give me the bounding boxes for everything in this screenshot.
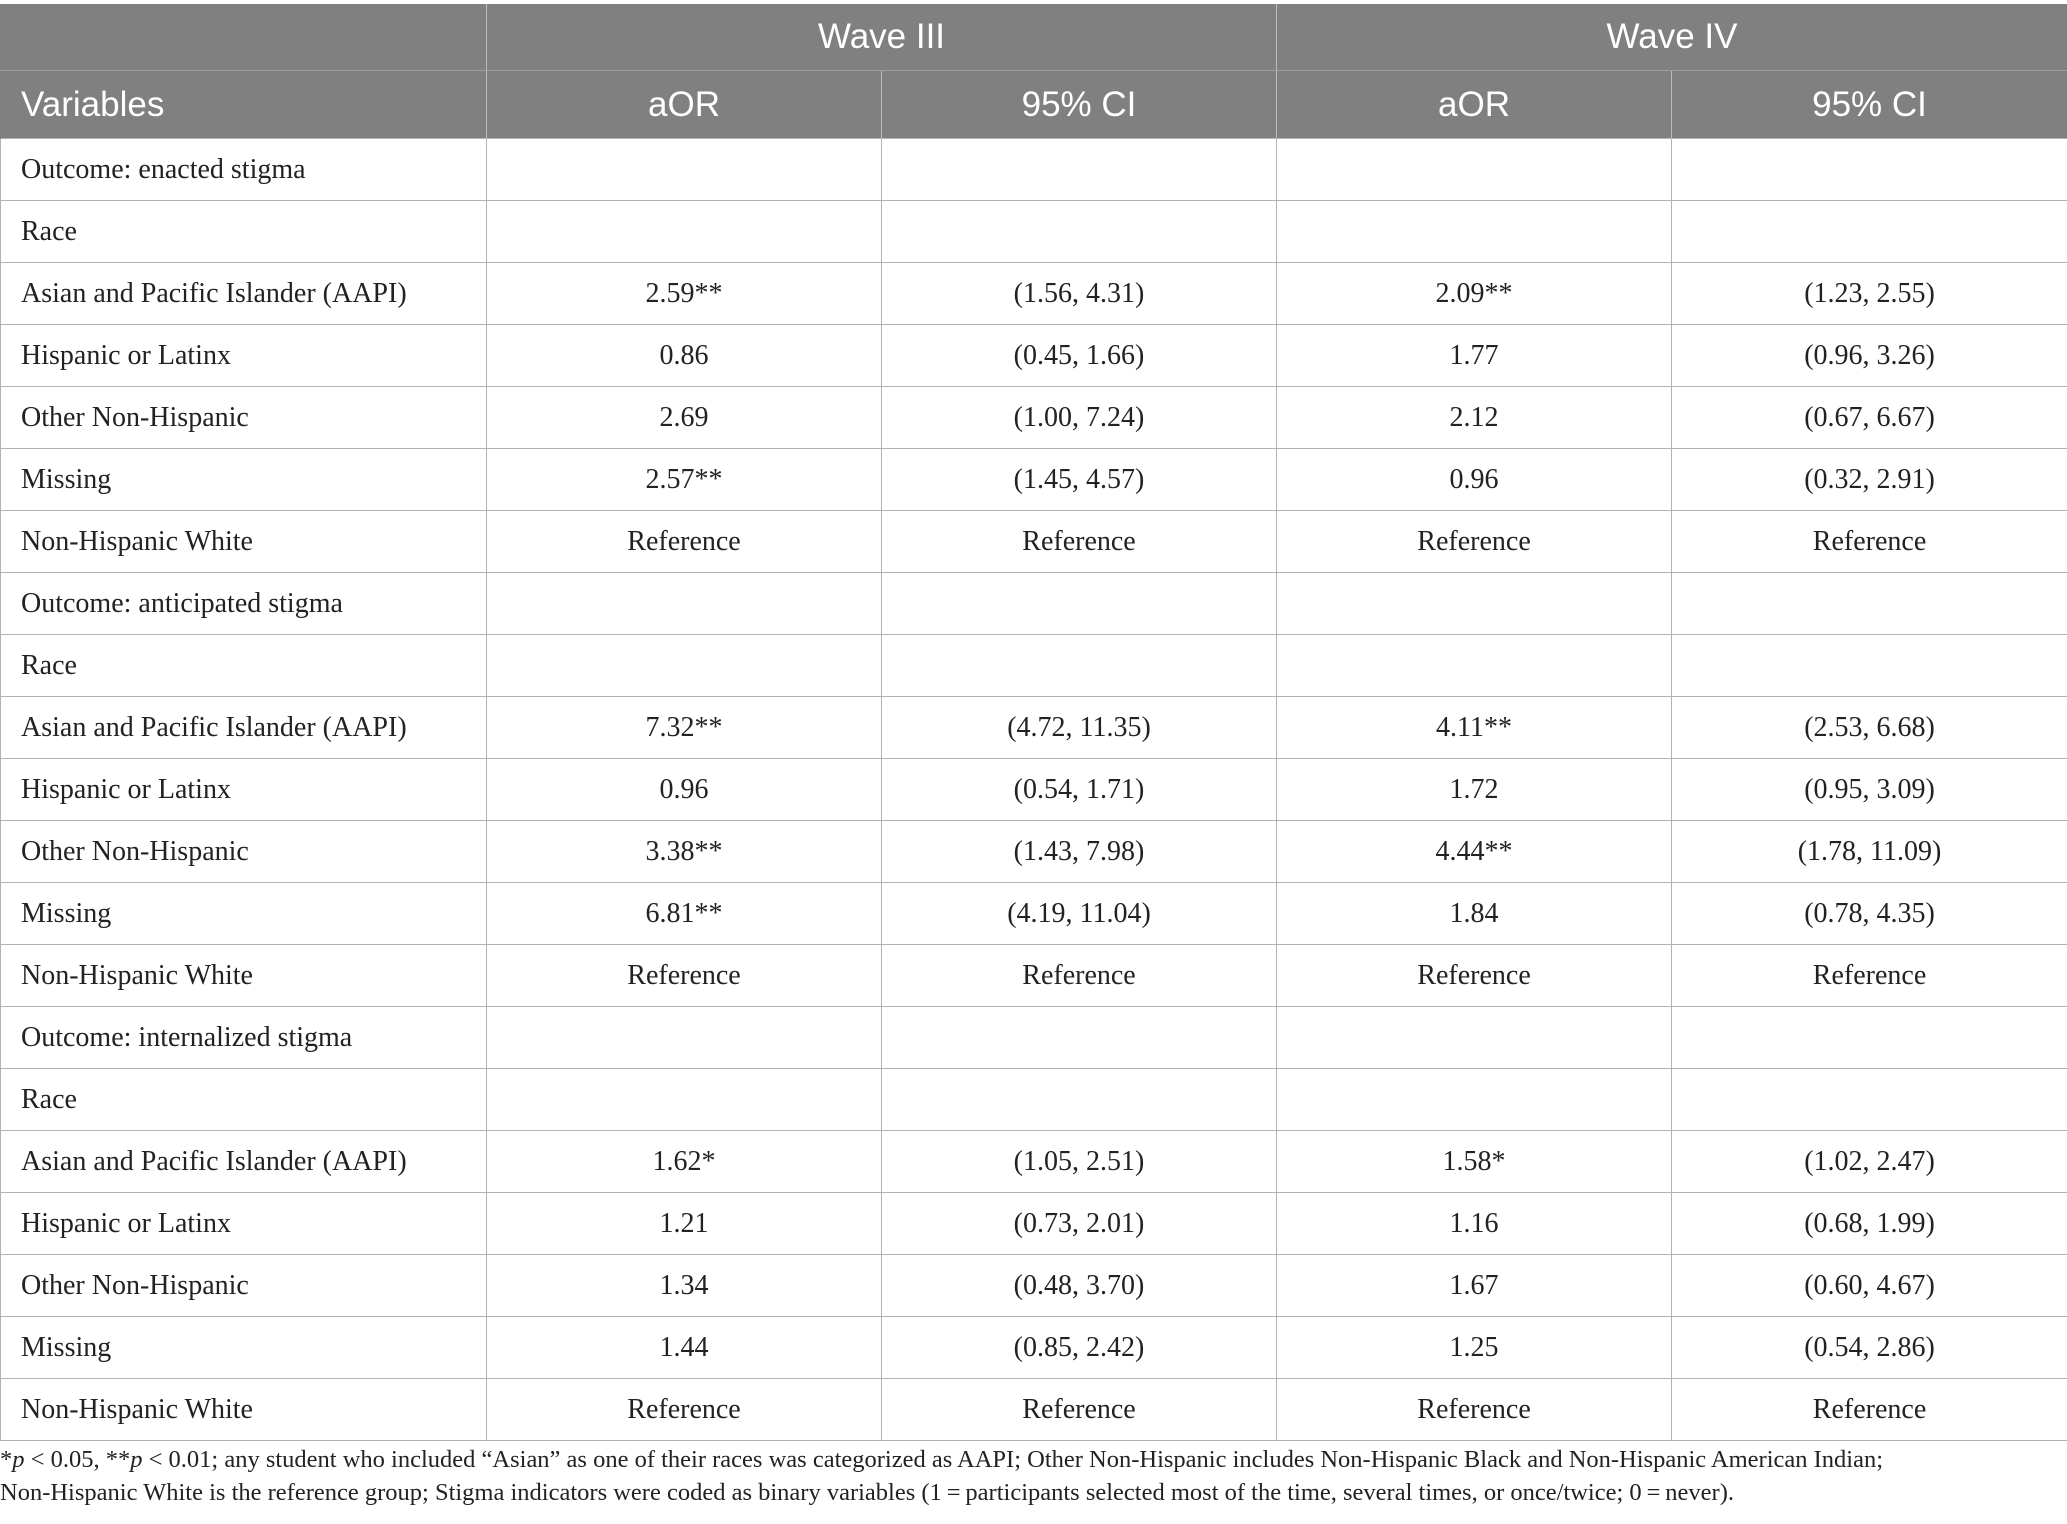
variable-cell: Asian and Pacific Islander (AAPI) — [1, 697, 487, 759]
wave-iv-ci-cell: (1.02, 2.47) — [1672, 1131, 2067, 1193]
wave-iv-ci-cell — [1672, 635, 2067, 697]
table-row — [1, 1069, 2067, 1131]
wave-iv-aor-cell: 2.09** — [1277, 263, 1672, 325]
wave-header-row — [1, 4, 2067, 71]
wave-iii-ci-cell: (1.45, 4.57) — [882, 449, 1277, 511]
wave-iii-ci-cell: Reference — [882, 945, 1277, 1007]
wave-iv-ci-cell — [1672, 139, 2067, 201]
wave-iv-aor-cell: 4.11** — [1277, 697, 1672, 759]
table-row — [1, 139, 2067, 201]
wave-iii-ci-cell — [882, 1069, 1277, 1131]
variable-cell: Other Non-Hispanic — [1, 821, 487, 883]
wave-iii-aor-cell: 2.59** — [487, 263, 882, 325]
wave-iv-ci-header: 95% CI — [1672, 71, 2067, 139]
wave-iv-ci-cell: (0.95, 3.09) — [1672, 759, 2067, 821]
wave-iii-aor-cell: 0.86 — [487, 325, 882, 387]
variable-cell: Race — [1, 635, 487, 697]
wave-iv-ci-cell: (0.54, 2.86) — [1672, 1317, 2067, 1379]
table-row — [1, 325, 2067, 387]
wave-iii-ci-cell: (1.00, 7.24) — [882, 387, 1277, 449]
wave-iii-aor-cell: Reference — [487, 945, 882, 1007]
table-row — [1, 201, 2067, 263]
wave-iii-aor-cell: 1.21 — [487, 1193, 882, 1255]
wave-iv-ci-cell: (0.67, 6.67) — [1672, 387, 2067, 449]
variable-cell: Race — [1, 1069, 487, 1131]
wave-iii-ci-cell — [882, 139, 1277, 201]
wave-iii-aor-cell: 1.44 — [487, 1317, 882, 1379]
table-row — [1, 449, 2067, 511]
variable-cell: Outcome: enacted stigma — [1, 139, 487, 201]
wave-iv-ci-cell: Reference — [1672, 1379, 2067, 1441]
wave-iv-aor-cell — [1277, 635, 1672, 697]
wave-iii-aor-cell — [487, 1007, 882, 1069]
variable-cell: Other Non-Hispanic — [1, 387, 487, 449]
wave-iv-ci-cell: (1.78, 11.09) — [1672, 821, 2067, 883]
wave-iii-aor-cell: Reference — [487, 1379, 882, 1441]
wave-iii-aor-cell — [487, 139, 882, 201]
wave-iv-aor-cell: 1.72 — [1277, 759, 1672, 821]
wave-iv-aor-cell — [1277, 201, 1672, 263]
wave-iii-ci-cell — [882, 573, 1277, 635]
variable-cell: Hispanic or Latinx — [1, 759, 487, 821]
wave-iii-ci-cell: (4.72, 11.35) — [882, 697, 1277, 759]
variable-cell: Missing — [1, 883, 487, 945]
wave-iii-ci-cell: (1.05, 2.51) — [882, 1131, 1277, 1193]
wave-iv-aor-cell: Reference — [1277, 511, 1672, 573]
wave-iv-ci-cell: (0.32, 2.91) — [1672, 449, 2067, 511]
table-body — [1, 139, 2067, 1441]
table-row — [1, 573, 2067, 635]
wave-iii-aor-cell: 2.69 — [487, 387, 882, 449]
variable-cell: Hispanic or Latinx — [1, 325, 487, 387]
variable-cell: Non-Hispanic White — [1, 511, 487, 573]
footnote-significance: < 0.05, ** — [24, 1446, 131, 1473]
wave-iii-aor-cell — [487, 573, 882, 635]
variable-cell: Non-Hispanic White — [1, 1379, 487, 1441]
wave-iii-ci-cell: (0.85, 2.42) — [882, 1317, 1277, 1379]
variable-cell: Outcome: anticipated stigma — [1, 573, 487, 635]
table-row — [1, 1193, 2067, 1255]
wave-iv-ci-cell: Reference — [1672, 511, 2067, 573]
wave-iii-aor-cell — [487, 1069, 882, 1131]
wave-iii-aor-cell: 2.57** — [487, 449, 882, 511]
table-row — [1, 1131, 2067, 1193]
wave-iv-ci-cell — [1672, 1007, 2067, 1069]
table-row — [1, 1255, 2067, 1317]
wave-iv-aor-cell: 4.44** — [1277, 821, 1672, 883]
wave-iv-ci-cell — [1672, 201, 2067, 263]
footnote-line-2: Non-Hispanic White is the reference group; Stigma indicators were coded as binary variables (1 = participants selected most of the time, several times, or once/twice; 0 = never). — [0, 1479, 1734, 1506]
footnote-p-symbol: p — [130, 1446, 143, 1473]
wave-iii-aor-cell: 3.38** — [487, 821, 882, 883]
wave-iv-ci-cell: (0.78, 4.35) — [1672, 883, 2067, 945]
variable-cell: Other Non-Hispanic — [1, 1255, 487, 1317]
variable-cell: Asian and Pacific Islander (AAPI) — [1, 263, 487, 325]
wave-iii-aor-cell: 0.96 — [487, 759, 882, 821]
wave-iv-aor-cell: 2.12 — [1277, 387, 1672, 449]
table-row — [1, 821, 2067, 883]
wave-iv-ci-cell — [1672, 573, 2067, 635]
wave-iii-ci-cell: (1.56, 4.31) — [882, 263, 1277, 325]
wave-iii-ci-cell: (0.54, 1.71) — [882, 759, 1277, 821]
variable-cell: Missing — [1, 449, 487, 511]
wave-iii-ci-cell: (0.45, 1.66) — [882, 325, 1277, 387]
wave-iv-ci-cell: (0.68, 1.99) — [1672, 1193, 2067, 1255]
wave-iv-ci-cell — [1672, 1069, 2067, 1131]
wave-iv-aor-cell — [1277, 1069, 1672, 1131]
footnote-line-1 — [0, 1443, 2067, 1476]
wave-iii-aor-cell: 1.34 — [487, 1255, 882, 1317]
footnote-line-1-text: < 0.01; any student who included “Asian” as one of their races was categorized as AAPI; Other Non-Hispanic includes Non-Hispanic Black and Non-Hispanic American Indian; — [142, 1446, 1884, 1473]
variable-cell: Hispanic or Latinx — [1, 1193, 487, 1255]
table-row — [1, 759, 2067, 821]
wave-iii-aor-cell — [487, 635, 882, 697]
wave-iv-aor-cell: Reference — [1277, 945, 1672, 1007]
wave-iv-ci-cell: (2.53, 6.68) — [1672, 697, 2067, 759]
wave-iii-ci-cell: (0.73, 2.01) — [882, 1193, 1277, 1255]
variable-cell: Race — [1, 201, 487, 263]
wave-iii-ci-cell: (1.43, 7.98) — [882, 821, 1277, 883]
wave-iv-aor-cell: 1.58* — [1277, 1131, 1672, 1193]
column-header-row — [1, 71, 2067, 139]
wave-iv-aor-header: aOR — [1277, 71, 1672, 139]
wave-iii-aor-cell: 7.32** — [487, 697, 882, 759]
wave-iv-aor-cell: 1.77 — [1277, 325, 1672, 387]
wave-iv-aor-cell: 1.16 — [1277, 1193, 1672, 1255]
wave-iii-header: Wave III — [487, 4, 1277, 71]
wave-iv-aor-cell: 1.67 — [1277, 1255, 1672, 1317]
wave-iii-aor-cell: 6.81** — [487, 883, 882, 945]
table-row — [1, 883, 2067, 945]
table-row — [1, 263, 2067, 325]
header-corner-cell — [1, 4, 487, 71]
wave-iii-aor-cell — [487, 201, 882, 263]
wave-iv-aor-cell: Reference — [1277, 1379, 1672, 1441]
variable-cell: Asian and Pacific Islander (AAPI) — [1, 1131, 487, 1193]
table-row — [1, 387, 2067, 449]
wave-iii-ci-cell: (4.19, 11.04) — [882, 883, 1277, 945]
footnote-star: * — [0, 1446, 13, 1473]
wave-iv-ci-cell: Reference — [1672, 945, 2067, 1007]
wave-iv-ci-cell: (0.60, 4.67) — [1672, 1255, 2067, 1317]
wave-iii-ci-cell: Reference — [882, 1379, 1277, 1441]
wave-iii-ci-cell — [882, 201, 1277, 263]
table-row — [1, 1317, 2067, 1379]
wave-iv-header: Wave IV — [1277, 4, 2067, 71]
wave-iii-aor-cell: Reference — [487, 511, 882, 573]
variable-cell: Missing — [1, 1317, 487, 1379]
wave-iii-ci-header: 95% CI — [882, 71, 1277, 139]
wave-iv-aor-cell: 1.84 — [1277, 883, 1672, 945]
wave-iv-aor-cell: 0.96 — [1277, 449, 1672, 511]
table-row — [1, 1007, 2067, 1069]
table-row — [1, 945, 2067, 1007]
wave-iii-aor-cell: 1.62* — [487, 1131, 882, 1193]
table-row — [1, 511, 2067, 573]
table-row — [1, 697, 2067, 759]
variables-header: Variables — [1, 71, 487, 139]
wave-iv-aor-cell — [1277, 1007, 1672, 1069]
results-table — [0, 4, 2067, 1441]
wave-iii-ci-cell: (0.48, 3.70) — [882, 1255, 1277, 1317]
wave-iii-ci-cell — [882, 1007, 1277, 1069]
footnote-p-symbol: p — [12, 1446, 25, 1473]
wave-iv-aor-cell: 1.25 — [1277, 1317, 1672, 1379]
wave-iv-ci-cell: (1.23, 2.55) — [1672, 263, 2067, 325]
variable-cell: Outcome: internalized stigma — [1, 1007, 487, 1069]
table-row — [1, 635, 2067, 697]
table-header — [1, 4, 2067, 139]
table-row — [1, 1379, 2067, 1441]
wave-iv-aor-cell — [1277, 573, 1672, 635]
wave-iii-ci-cell — [882, 635, 1277, 697]
variable-cell: Non-Hispanic White — [1, 945, 487, 1007]
wave-iii-aor-header: aOR — [487, 71, 882, 139]
wave-iv-ci-cell: (0.96, 3.26) — [1672, 325, 2067, 387]
table-footnote — [0, 1443, 2067, 1509]
wave-iii-ci-cell: Reference — [882, 511, 1277, 573]
wave-iv-aor-cell — [1277, 139, 1672, 201]
